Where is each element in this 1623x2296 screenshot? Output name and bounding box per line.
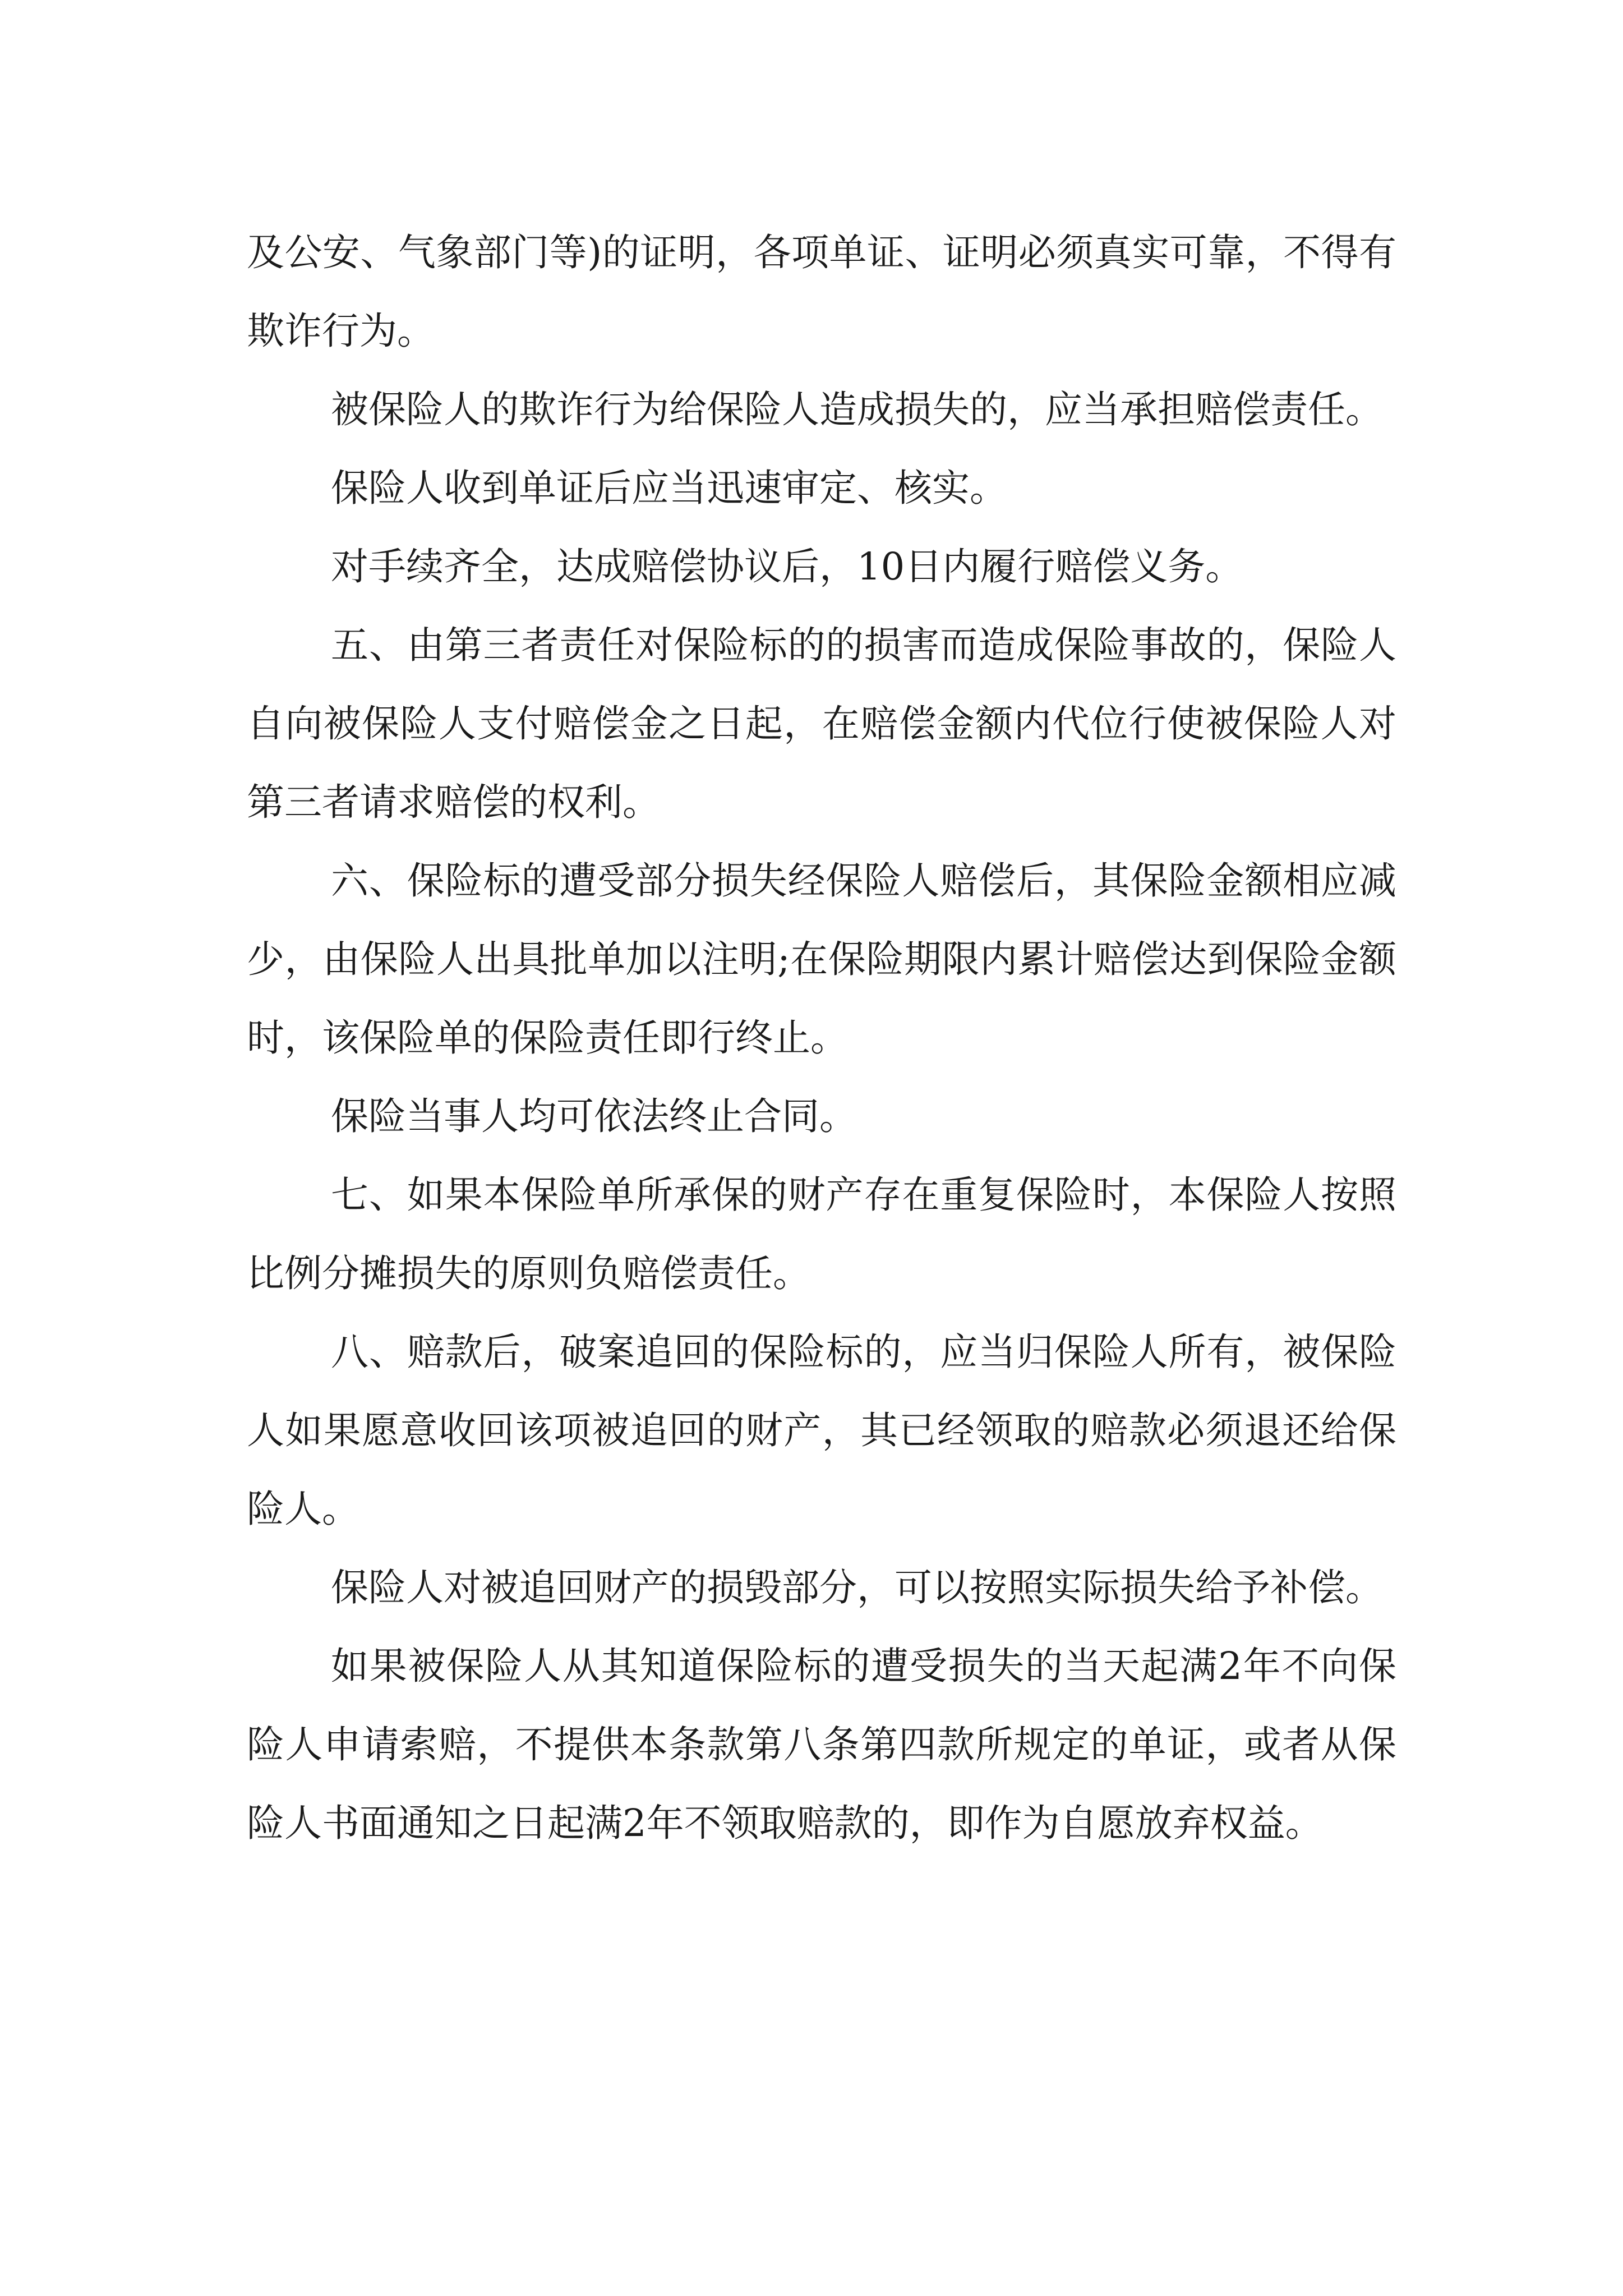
- paragraph-clause-8: 八、赔款后，破案追回的保险标的，应当归保险人所有，被保险人如果愿意收回该项被追回的财产，其已经领取的赔款必须退还给保险人。: [247, 1330, 1396, 1531]
- paragraph-termination: 保险当事人均可依法终止合同。: [331, 1094, 857, 1138]
- paragraph-clause-5: 五、由第三者责任对保险标的的损害而造成保险事故的，保险人自向被保险人支付赔偿金之日起，在赔偿金额内代位行使被保险人对第三者请求赔偿的权利。: [247, 623, 1396, 824]
- paragraph-review-documents: 保险人收到单证后应当迅速审定、核实。: [331, 466, 1007, 510]
- paragraph-clause-7: 七、如果本保险单所承保的财产存在重复保险时，本保险人按照比例分摊损失的原则负赔偿责任。: [247, 1173, 1396, 1295]
- document-page: [247, 213, 1396, 1862]
- paragraph-compensation: 保险人对被追回财产的损毁部分，可以按照实际损失给予补偿。: [331, 1566, 1383, 1609]
- paragraph-fraud-liability: 被保险人的欺诈行为给保险人造成损失的，应当承担赔偿责任。: [331, 388, 1383, 431]
- paragraph-clause-6: 六、保险标的遭受部分损失经保险人赔偿后，其保险金额相应减少，由保险人出具批单加以注明;在保险期限内累计赔偿达到保险金额时，该保险单的保险责任即行终止。: [247, 859, 1396, 1060]
- paragraph-waiver: 如果被保险人从其知道保险标的遭受损失的当天起满2年不向保险人申请索赔，不提供本条款第八条第四款所规定的单证，或者从保险人书面通知之日起满2年不领取赔款的，即作为自愿放弃权益。: [247, 1644, 1396, 1845]
- paragraph-continuation: 及公安、气象部门等)的证明，各项单证、证明必须真实可靠，不得有欺诈行为。: [247, 231, 1396, 353]
- paragraph-payment-deadline: 对手续齐全，达成赔偿协议后，10日内履行赔偿义务。: [331, 545, 1243, 588]
